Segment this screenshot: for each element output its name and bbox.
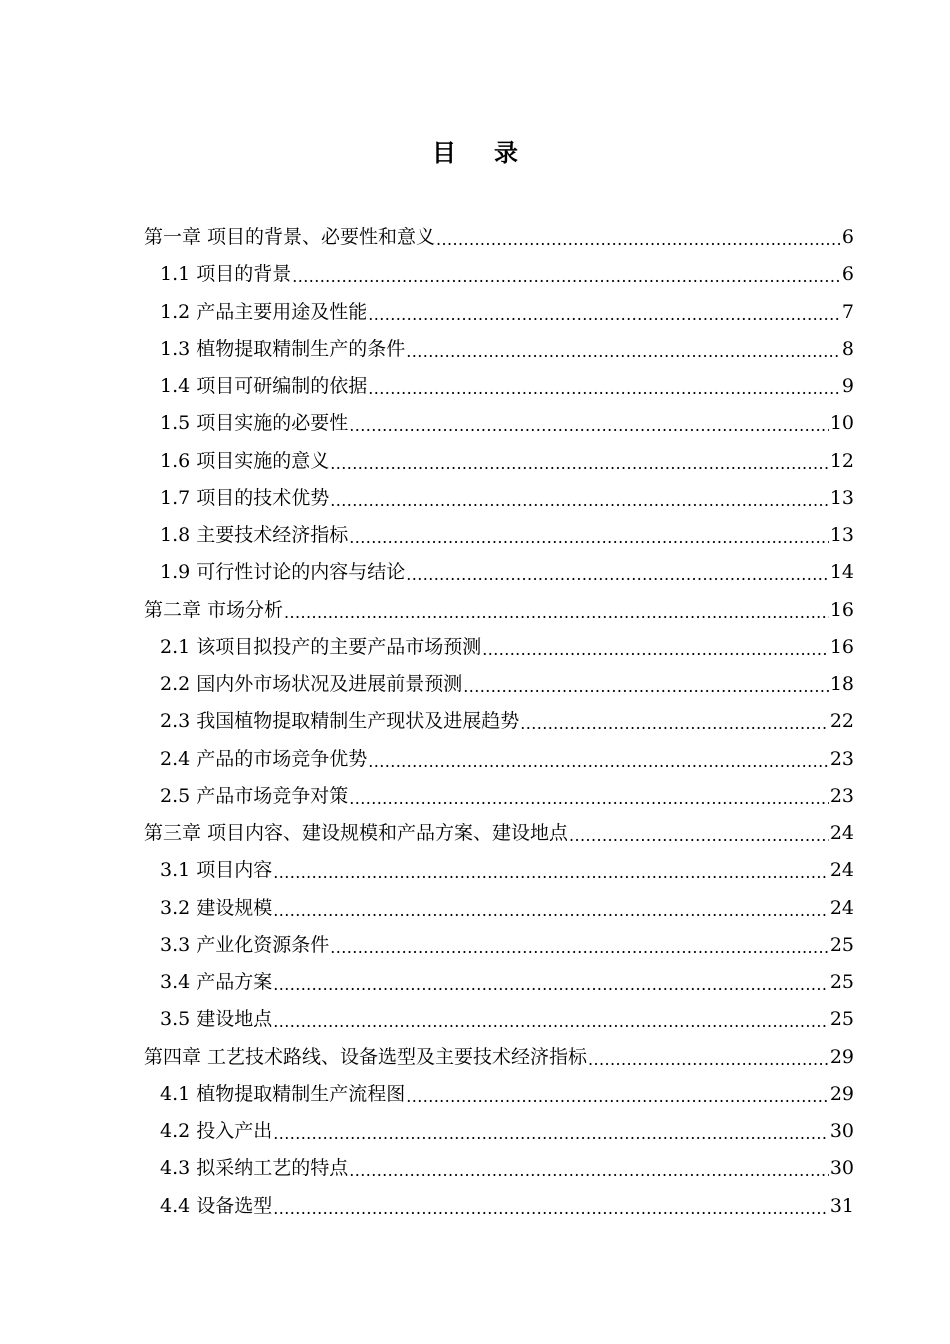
toc-section-entry[interactable] [144,294,854,331]
toc-section-entry[interactable] [144,964,854,1001]
toc-page-number: 18 [829,673,854,696]
toc-section-entry[interactable] [144,703,854,740]
toc-entry-title: 2.2 国内外市场状况及进展前景预测 [160,673,463,696]
toc-dot-leader [273,892,829,929]
toc-dot-leader [406,333,841,370]
toc-entry-title: 第三章 项目内容、建设规模和产品方案、建设地点 [144,822,569,845]
toc-section-entry[interactable] [144,741,854,778]
toc-section-entry[interactable] [144,890,854,927]
toc-entry-title: 1.9 可行性讨论的内容与结论 [160,561,406,584]
toc-page-number: 23 [829,747,854,770]
toc-entry-title: 1.6 项目实施的意义 [160,449,330,472]
toc-section-entry[interactable] [144,331,854,368]
toc-entry-title: 3.1 项目内容 [160,859,273,882]
toc-page-number: 25 [829,971,854,994]
toc-dot-leader [482,631,829,668]
toc-entry-title: 1.5 项目实施的必要性 [160,412,349,435]
toc-dot-leader [349,780,829,817]
toc-dot-leader [273,1003,829,1040]
toc-entry-title: 4.1 植物提取精制生产流程图 [160,1082,406,1105]
table-of-contents [144,219,854,1225]
toc-page-number: 25 [829,1008,854,1031]
page-title-char-1: 目 [432,139,456,167]
toc-page-number: 24 [829,896,854,919]
toc-dot-leader [284,594,829,631]
toc-page-number: 24 [829,859,854,882]
toc-section-entry[interactable] [144,480,854,517]
toc-dot-leader [273,1115,829,1152]
toc-dot-leader [330,929,829,966]
toc-dot-leader [368,743,829,780]
toc-chapter-entry[interactable] [144,592,854,629]
toc-dot-leader [292,258,841,295]
toc-dot-leader [273,854,829,891]
toc-section-entry[interactable] [144,368,854,405]
toc-section-entry[interactable] [144,666,854,703]
toc-dot-leader [273,966,829,1003]
toc-entry-title: 4.4 设备选型 [160,1194,273,1217]
toc-entry-title: 第四章 工艺技术路线、设备选型及主要技术经济指标 [144,1045,588,1068]
toc-entry-title: 3.3 产业化资源条件 [160,933,330,956]
toc-page-number: 8 [841,337,854,360]
toc-section-entry[interactable] [144,1150,854,1187]
toc-dot-leader [349,1152,829,1189]
toc-entry-title: 4.2 投入产出 [160,1120,273,1143]
page-title-char-2: 录 [494,139,518,167]
toc-entry-title: 1.8 主要技术经济指标 [160,524,349,547]
toc-entry-title: 2.1 该项目拟投产的主要产品市场预测 [160,635,482,658]
toc-page-number: 22 [829,710,854,733]
toc-page-number: 16 [829,598,854,621]
toc-page-number: 29 [829,1045,854,1068]
toc-section-entry[interactable] [144,927,854,964]
toc-dot-leader [436,221,841,258]
toc-entry-title: 3.4 产品方案 [160,971,273,994]
toc-section-entry[interactable] [144,405,854,442]
toc-page-number: 30 [829,1157,854,1180]
toc-section-entry[interactable] [144,852,854,889]
toc-dot-leader [463,668,829,705]
toc-chapter-entry[interactable] [144,219,854,256]
toc-page-number: 6 [841,263,854,286]
toc-chapter-entry[interactable] [144,815,854,852]
toc-entry-title: 2.5 产品市场竞争对策 [160,784,349,807]
toc-entry-title: 1.3 植物提取精制生产的条件 [160,337,406,360]
toc-page-number: 12 [829,449,854,472]
toc-dot-leader [569,817,829,854]
toc-entry-title: 2.4 产品的市场竞争优势 [160,747,368,770]
toc-page-number: 13 [829,486,854,509]
toc-page-number: 29 [829,1082,854,1105]
toc-dot-leader [406,1078,829,1115]
toc-dot-leader [520,705,829,742]
toc-page-number: 24 [829,822,854,845]
toc-dot-leader [330,482,829,519]
toc-section-entry[interactable] [144,1001,854,1038]
toc-section-entry[interactable] [144,1113,854,1150]
toc-entry-title: 1.4 项目可研编制的依据 [160,375,368,398]
toc-page-number: 6 [841,226,854,249]
toc-section-entry[interactable] [144,554,854,591]
toc-dot-leader [368,296,841,333]
toc-entry-title: 2.3 我国植物提取精制生产现状及进展趋势 [160,710,520,733]
toc-entry-title: 4.3 拟采纳工艺的特点 [160,1157,349,1180]
toc-section-entry[interactable] [144,256,854,293]
toc-section-entry[interactable] [144,778,854,815]
toc-entry-title: 1.1 项目的背景 [160,263,292,286]
toc-dot-leader [349,407,829,444]
toc-page-number: 13 [829,524,854,547]
toc-entry-title: 第一章 项目的背景、必要性和意义 [144,226,436,249]
toc-entry-title: 第二章 市场分析 [144,598,284,621]
page-title [0,133,950,168]
toc-section-entry[interactable] [144,443,854,480]
toc-chapter-entry[interactable] [144,1039,854,1076]
toc-page-number: 30 [829,1120,854,1143]
toc-dot-leader [368,370,841,407]
toc-page-number: 14 [829,561,854,584]
toc-section-entry[interactable] [144,517,854,554]
toc-entry-title: 1.2 产品主要用途及性能 [160,300,368,323]
toc-page-number: 23 [829,784,854,807]
toc-page-number: 16 [829,635,854,658]
toc-page-number: 10 [829,412,854,435]
toc-section-entry[interactable] [144,629,854,666]
toc-entry-title: 1.7 项目的技术优势 [160,486,330,509]
toc-page-number: 31 [829,1194,854,1217]
toc-page-number: 9 [841,375,854,398]
toc-section-entry[interactable] [144,1076,854,1113]
toc-entry-title: 3.5 建设地点 [160,1008,273,1031]
toc-entry-title: 3.2 建设规模 [160,896,273,919]
toc-dot-leader [330,445,829,482]
toc-dot-leader [349,519,829,556]
toc-page-number: 25 [829,933,854,956]
toc-dot-leader [588,1041,829,1078]
toc-section-entry[interactable] [144,1188,854,1225]
toc-dot-leader [406,556,829,593]
toc-dot-leader [273,1190,829,1227]
toc-page-number: 7 [841,300,854,323]
